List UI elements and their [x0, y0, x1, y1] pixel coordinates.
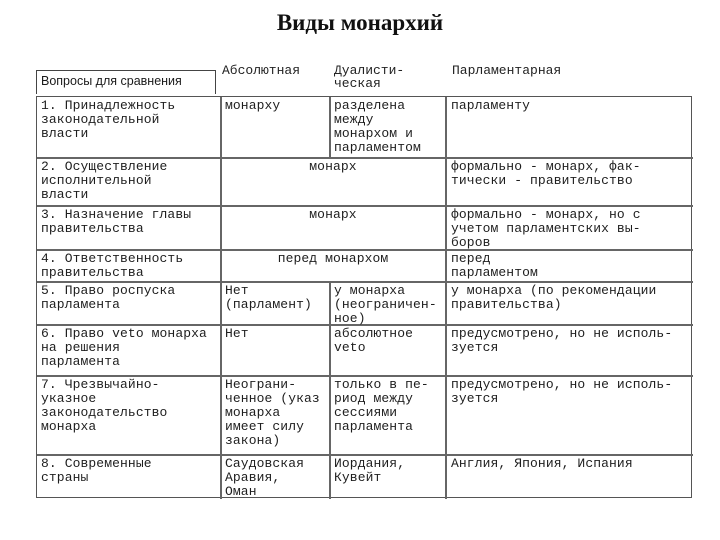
- row-3-absolute-dualistic: монарх: [309, 207, 357, 222]
- row-8-absolute: Саудовская Аравия, Оман: [225, 456, 305, 499]
- row-6-dualistic: абсолютное veto: [334, 326, 414, 355]
- row-8-dualistic: Иордания, Кувейт: [334, 456, 406, 485]
- row-5-parliamentary: у монарха (по рекомендации правительства): [451, 283, 657, 312]
- row-4-question: 4. Ответственность правительства: [41, 251, 184, 280]
- row-6-absolute: Нет: [225, 326, 249, 341]
- row-2-absolute-dualistic: монарх: [309, 159, 357, 174]
- row-7-dualistic: только в пе- риод между сессиями парламента: [334, 377, 429, 434]
- header-parliamentary: Парламентарная: [452, 63, 562, 78]
- row-2-question: 2. Осуществление исполнительной власти: [41, 159, 168, 202]
- row-4-absolute-dualistic: перед монархом: [277, 251, 389, 266]
- header-absolute: Абсолютная: [222, 63, 301, 78]
- row-3-question: 3. Назначение главы правительства: [41, 207, 192, 236]
- row-8-parliamentary: Англия, Япония, Испания: [451, 456, 633, 471]
- row-5-question: 5. Право роспуска парламента: [41, 283, 176, 312]
- row-4-parliamentary: перед парламентом: [451, 251, 538, 280]
- row-6-question: 6. Право veto монарха на решения парламента: [41, 326, 207, 369]
- row-1-question: 1. Принадлежность законодательной власти: [41, 98, 176, 141]
- col-divider: [445, 97, 447, 499]
- row-5-dualistic: у монарха (неограничен- ное): [334, 283, 437, 326]
- comparison-table: [36, 96, 692, 498]
- row-1-parliamentary: парламенту: [451, 98, 531, 113]
- row-7-question: 7. Чрезвычайно- указное законодательство монарха: [41, 377, 168, 434]
- col-divider: [220, 97, 222, 499]
- row-8-question: 8. Современные страны: [41, 456, 152, 485]
- col-divider: [329, 97, 331, 157]
- row-7-absolute: Неограни- ченное (указ монарха имеет силу закона): [225, 377, 320, 448]
- row-5-absolute: Нет (парламент): [225, 283, 312, 312]
- page-title: Виды монархий: [276, 10, 444, 35]
- row-3-parliamentary: формально - монарх, но с учетом парламентских вы- боров: [451, 207, 641, 250]
- row-1-absolute: монарху: [225, 98, 281, 113]
- row-7-parliamentary: предусмотрено, но не исполь- зуется: [451, 377, 673, 406]
- row-6-parliamentary: предусмотрено, но не исполь- зуется: [451, 326, 673, 355]
- row-1-dualistic: разделена между монархом и парламентом: [334, 98, 421, 155]
- header-questions: Вопросы для сравнения: [36, 70, 216, 94]
- header-dualistic: Дуалисти- ческая: [334, 63, 405, 91]
- row-2-parliamentary: формально - монарх, фак- тически - правительство: [451, 159, 641, 188]
- col-divider: [329, 281, 331, 499]
